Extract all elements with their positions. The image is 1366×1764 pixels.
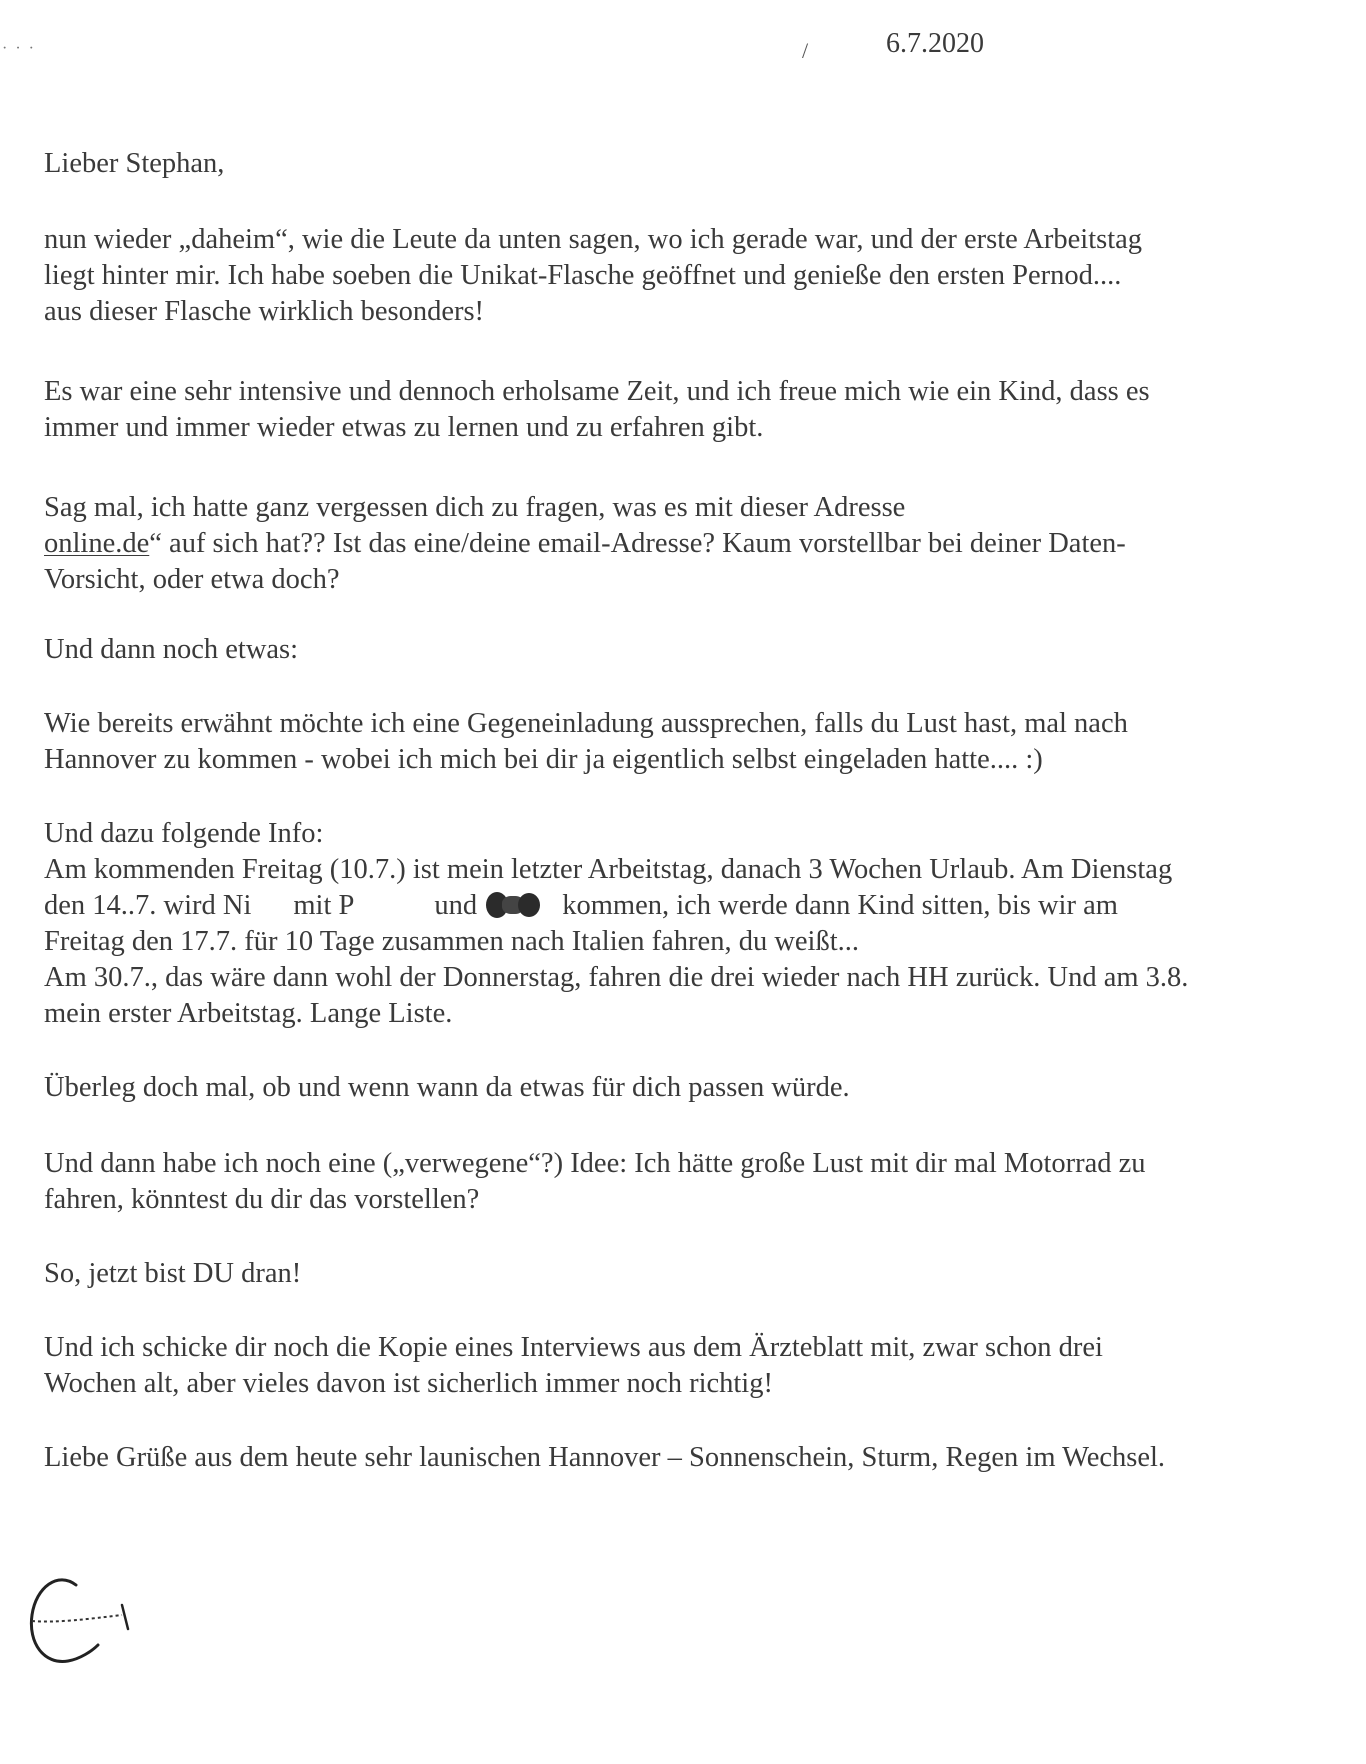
greeting: Lieber Stephan, xyxy=(44,148,225,179)
paragraph-6-line-6: mein erster Arbeitstag. Lange Liste. xyxy=(44,998,453,1029)
handwritten-signature xyxy=(18,1565,148,1675)
redacted-name-1: den 14..7. wird Ni xyxy=(44,890,252,921)
closing-line: Liebe Grüße aus dem heute sehr launischen Hannover – Sonnenschein, Sturm, Regen im Wechsel. xyxy=(44,1442,1166,1473)
word-und: und xyxy=(434,890,478,921)
paragraph-6-line-5: Am 30.7., das wäre dann wohl der Donnerstag, fahren die drei wieder nach HH zurück. Und am 3.8. xyxy=(44,962,1189,993)
paragraph-6-line-2: Am kommenden Freitag (10.7.) ist mein letzter Arbeitstag, danach 3 Wochen Urlaub. Am Dienstag xyxy=(44,854,1173,885)
paragraph-3-line-2-rest: “ auf sich hat?? Ist das eine/deine email-Adresse? Kaum vorstellbar bei deiner Daten- xyxy=(149,528,1126,559)
letter-date: 6.7.2020 xyxy=(886,28,984,59)
paragraph-6-line-4: Freitag den 17.7. für 10 Tage zusammen nach Italien fahren, du weißt... xyxy=(44,926,860,957)
scan-speck-marks: · · · xyxy=(2,40,36,57)
paragraph-3-line-1: Sag mal, ich hatte ganz vergessen dich zu fragen, was es mit dieser Adresse xyxy=(44,492,906,523)
paragraph-5-line-2: Hannover zu kommen - wobei ich mich bei dir ja eigentlich selbst eingeladen hatte.... :) xyxy=(44,744,1043,775)
paragraph-10-line-1: Und ich schicke dir noch die Kopie eines Interviews aus dem Ärzteblatt mit, zwar schon drei xyxy=(44,1332,1103,1363)
paragraph-7: Überleg doch mal, ob und wenn wann da etwas für dich passen würde. xyxy=(44,1072,850,1103)
pen-tick-mark: / xyxy=(802,38,809,63)
redacted-name-2: mit P xyxy=(293,890,355,921)
paragraph-1-line-2: liegt hinter mir. Ich habe soeben die Unikat-Flasche geöffnet und genieße den ersten Pernod.... xyxy=(44,260,1122,291)
paragraph-2-line-2: immer und immer wieder etwas zu lernen und zu erfahren gibt. xyxy=(44,412,764,443)
paragraph-5-line-1: Wie bereits erwähnt möchte ich eine Gegeneinladung aussprechen, falls du Lust hast, mal nach xyxy=(44,708,1128,739)
paragraph-6-line-1: Und dazu folgende Info: xyxy=(44,818,324,849)
paragraph-3-line-3: Vorsicht, oder etwa doch? xyxy=(44,564,340,595)
paragraph-2-line-1: Es war eine sehr intensive und dennoch erholsame Zeit, und ich freue mich wie ein Kind, dass es xyxy=(44,376,1150,407)
paragraph-6-line-3-rest: kommen, ich werde dann Kind sitten, bis wir am xyxy=(562,890,1118,921)
paragraph-4: Und dann noch etwas: xyxy=(44,634,299,665)
paragraph-1-line-3: aus dieser Flasche wirklich besonders! xyxy=(44,296,485,327)
paragraph-1-line-1: nun wieder „daheim“, wie die Leute da unten sagen, wo ich gerade war, und der erste Arbeitstag xyxy=(44,224,1143,255)
paragraph-9: So, jetzt bist DU dran! xyxy=(44,1258,302,1289)
email-domain-link: online.de xyxy=(44,528,150,559)
paragraph-6-line-3 xyxy=(44,888,1118,924)
paragraph-8-line-1: Und dann habe ich noch eine („verwegene“?) Idee: Ich hätte große Lust mit dir mal Motorrad zu xyxy=(44,1148,1146,1179)
paragraph-3-line-2 xyxy=(44,526,1126,562)
paragraph-10-line-2: Wochen alt, aber vieles davon ist sicherlich immer noch richtig! xyxy=(44,1368,773,1399)
paragraph-8-line-2: fahren, könntest du dir das vorstellen? xyxy=(44,1184,480,1215)
redaction-blot xyxy=(484,892,562,918)
